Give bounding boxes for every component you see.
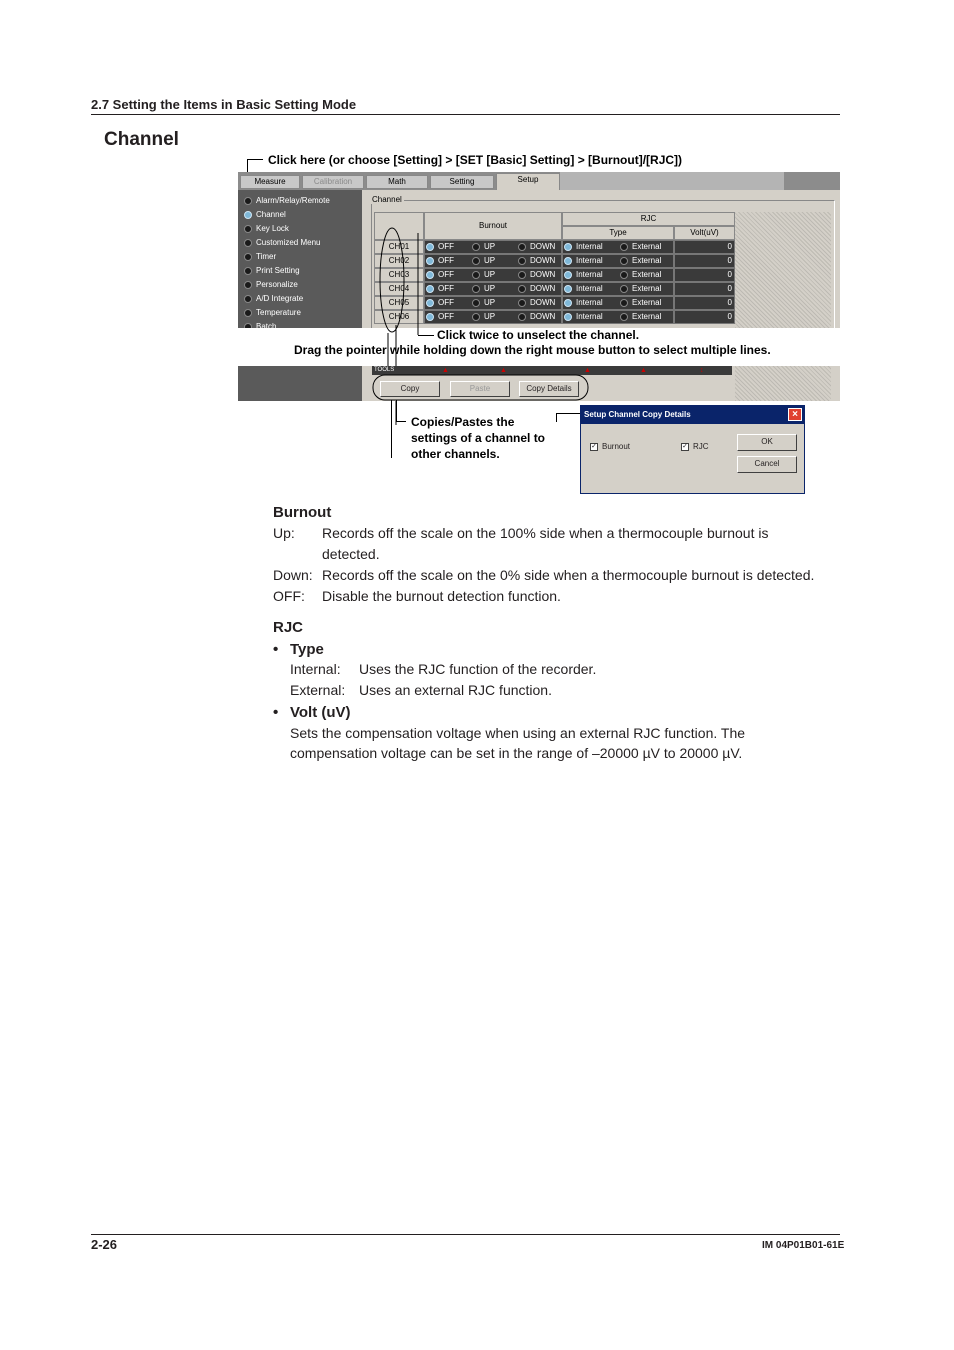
burnout-off-radio[interactable]: OFF — [426, 241, 454, 253]
sidebar-item-print-setting[interactable]: Print Setting — [244, 265, 300, 278]
radio-icon — [518, 271, 526, 279]
channel-cell[interactable]: CH01 — [374, 240, 424, 254]
off-text: Disable the burnout detection function. — [322, 588, 561, 604]
burnout-up-radio[interactable]: UP — [472, 269, 495, 281]
volt-heading: Volt (uV) — [290, 704, 351, 721]
radio-icon — [472, 271, 480, 279]
radio-icon — [472, 299, 480, 307]
col-volt-header: Volt(uV) — [674, 226, 735, 240]
tool-icon[interactable]: ▲ — [442, 367, 449, 374]
cancel-button[interactable]: Cancel — [737, 456, 797, 473]
tab-math[interactable]: Math — [366, 175, 428, 189]
volt-value: 0 — [727, 298, 732, 307]
rjc-internal-radio[interactable]: Internal — [564, 241, 603, 253]
burnout-off-radio[interactable]: OFF — [426, 283, 454, 295]
rjc-external-radio[interactable]: External — [620, 241, 661, 253]
sidebar-item-ad-integrate[interactable]: A/D Integrate — [244, 293, 303, 306]
bullet-icon: • — [273, 641, 279, 658]
sidebar-item-customized-menu[interactable]: Customized Menu — [244, 237, 320, 250]
volt-value: 0 — [727, 284, 732, 293]
radio-icon — [620, 257, 628, 265]
group-label: Channel — [372, 195, 402, 204]
callout-click-here: Click here (or choose [Setting] > [SET [Basic] Setting] > [Burnout]/[RJC]) — [268, 153, 683, 167]
radio-icon — [518, 257, 526, 265]
volt-value: 0 — [727, 256, 732, 265]
burnout-heading: Burnout — [273, 504, 332, 521]
radio-icon — [244, 267, 252, 275]
tools-label: TOOLS — [374, 367, 395, 373]
burnout-up-radio[interactable]: UP — [472, 283, 495, 295]
volt-text: Sets the compensation voltage when using an external RJC function. The — [290, 725, 746, 741]
radio-icon — [472, 257, 480, 265]
tool-icon[interactable]: ▲ — [500, 367, 507, 374]
channel-cell[interactable]: CH06 — [374, 310, 424, 324]
buttons-highlight — [370, 373, 592, 403]
paste-button[interactable]: Paste — [450, 381, 510, 397]
radio-icon — [564, 313, 572, 321]
radio-icon — [620, 243, 628, 251]
sidebar-item-timer[interactable]: Timer — [244, 251, 276, 264]
radio-icon — [620, 299, 628, 307]
col-rjc-header: RJC — [562, 212, 735, 226]
up-label: Up: — [273, 525, 295, 541]
radio-icon — [472, 243, 480, 251]
burnout-down-radio[interactable]: DOWN — [518, 269, 555, 281]
radio-icon — [244, 239, 252, 247]
burnout-up-radio[interactable]: UP — [472, 241, 495, 253]
hatch-area — [735, 212, 831, 328]
sidebar-item-key-lock[interactable]: Key Lock — [244, 223, 289, 236]
footer-rule — [91, 1234, 840, 1235]
copy-button[interactable]: Copy — [380, 381, 440, 397]
page-number: 2-26 — [91, 1237, 118, 1252]
dialog-title: Setup Channel Copy Details — [581, 406, 804, 424]
rjc-external-radio[interactable]: External — [620, 283, 661, 295]
internal-label: Internal: — [290, 661, 341, 677]
header-rule — [91, 114, 840, 115]
radio-icon — [620, 313, 628, 321]
rjc-internal-radio[interactable]: Internal — [564, 255, 603, 267]
burnout-up-radio[interactable]: UP — [472, 297, 495, 309]
burnout-off-radio[interactable]: OFF — [426, 297, 454, 309]
radio-icon — [620, 271, 628, 279]
volt-value: 0 — [727, 312, 732, 321]
up-text: Records off the scale on the 100% side when a thermocouple burnout is — [322, 525, 769, 541]
radio-icon — [518, 313, 526, 321]
burnout-off-radio[interactable]: OFF — [426, 311, 454, 323]
tab-calibration[interactable]: Calibration — [302, 175, 364, 189]
callout-copies: Copies/Pastes the settings of a channel to other channels. — [411, 415, 546, 461]
tab-bar — [238, 172, 840, 190]
copy-details-button[interactable]: Copy Details — [519, 381, 579, 397]
burnout-down-radio[interactable]: DOWN — [518, 283, 555, 295]
radio-icon — [620, 285, 628, 293]
tab-setting[interactable]: Setting — [430, 175, 494, 189]
burnout-down-radio[interactable]: DOWN — [518, 297, 555, 309]
rjc-heading: RJC — [273, 619, 304, 636]
rjc-external-radio[interactable]: External — [620, 269, 661, 281]
rjc-internal-radio[interactable]: Internal — [564, 311, 603, 323]
volt-value: 0 — [727, 242, 732, 251]
radio-icon — [518, 285, 526, 293]
burnout-off-radio[interactable]: OFF — [426, 269, 454, 281]
type-heading: Type — [290, 641, 324, 658]
burnout-checkbox-label: Burnout — [602, 442, 631, 451]
channel-cell[interactable]: CH05 — [374, 296, 424, 310]
sidebar-item-temperature[interactable]: Temperature — [244, 307, 301, 320]
tool-icon[interactable]: ↕ — [700, 367, 704, 374]
radio-icon — [244, 281, 252, 289]
rjc-internal-radio[interactable]: Internal — [564, 269, 603, 281]
sidebar-item-channel[interactable]: Channel — [244, 209, 286, 222]
sidebar-item-batch[interactable]: Batch — [244, 321, 276, 328]
radio-icon — [472, 285, 480, 293]
burnout-down-radio[interactable]: DOWN — [518, 241, 555, 253]
off-label: OFF: — [273, 588, 305, 604]
radio-icon — [244, 309, 252, 317]
volt-text-cont: compensation voltage can be set in the range of –20000 µV to 20000 µV. — [290, 745, 743, 761]
external-label: External: — [290, 682, 346, 698]
radio-icon — [564, 299, 572, 307]
software-screenshot — [238, 172, 840, 328]
rjc-internal-radio[interactable]: Internal — [564, 283, 603, 295]
rjc-external-radio[interactable]: External — [620, 311, 661, 323]
tool-icon[interactable]: ▲ — [640, 367, 647, 374]
document-id: IM 04P01B01-61E — [762, 1240, 845, 1251]
rjc-external-radio[interactable]: External — [620, 255, 661, 267]
page-title: Channel — [104, 129, 179, 150]
sidebar — [238, 190, 362, 328]
radio-icon — [564, 271, 572, 279]
radio-icon — [244, 225, 252, 233]
internal-text: Uses the RJC function of the recorder. — [359, 661, 597, 677]
bullet-icon: • — [273, 704, 279, 721]
radio-icon — [518, 243, 526, 251]
callout-drag: Drag the pointer while holding down the right mouse button to select multiple lines. — [294, 343, 771, 357]
volt-value: 0 — [727, 270, 732, 279]
sidebar-item-alarm[interactable]: Alarm/Relay/Remote — [244, 195, 330, 208]
radio-icon — [244, 295, 252, 303]
burnout-down-radio[interactable]: DOWN — [518, 311, 555, 323]
channel-cell[interactable]: CH02 — [374, 254, 424, 268]
down-text: Records off the scale on the 0% side when a thermocouple burnout is detected. — [322, 567, 815, 583]
channel-cell[interactable]: CH03 — [374, 268, 424, 282]
col-type-header: Type — [562, 226, 674, 240]
ok-button[interactable]: OK — [737, 434, 797, 451]
external-text: Uses an external RJC function. — [359, 682, 552, 698]
burnout-up-radio[interactable]: UP — [472, 311, 495, 323]
section-header: 2.7 Setting the Items in Basic Setting Mode — [91, 97, 357, 112]
radio-icon — [244, 197, 252, 205]
rjc-internal-radio[interactable]: Internal — [564, 297, 603, 309]
copy-details-dialog — [580, 405, 805, 494]
burnout-off-radio[interactable]: OFF — [426, 255, 454, 267]
tab-setup[interactable]: Setup — [496, 173, 560, 190]
radio-icon — [518, 299, 526, 307]
callout-click-twice: Click twice to unselect the channel. — [437, 328, 640, 342]
sidebar-item-personalize[interactable]: Personalize — [244, 279, 298, 292]
radio-icon — [564, 257, 572, 265]
up-text-cont: detected. — [322, 546, 380, 562]
down-label: Down: — [273, 567, 313, 583]
tool-icon[interactable]: ▲ — [584, 367, 591, 374]
radio-selected-icon — [244, 211, 252, 219]
radio-icon — [472, 313, 480, 321]
radio-icon — [244, 253, 252, 261]
radio-icon — [244, 323, 252, 328]
radio-icon — [564, 243, 572, 251]
burnout-checkbox[interactable]: ✓ — [591, 443, 597, 450]
burnout-up-radio[interactable]: UP — [472, 255, 495, 267]
rjc-checkbox-label: RJC — [693, 442, 709, 451]
radio-icon — [564, 285, 572, 293]
col-burnout-header: Burnout — [424, 212, 562, 240]
close-icon[interactable]: × — [788, 408, 802, 421]
rjc-external-radio[interactable]: External — [620, 297, 661, 309]
channel-cell[interactable]: CH04 — [374, 282, 424, 296]
tab-measure[interactable]: Measure — [240, 175, 300, 189]
burnout-down-radio[interactable]: DOWN — [518, 255, 555, 267]
rjc-checkbox[interactable]: ✓ — [682, 443, 688, 450]
